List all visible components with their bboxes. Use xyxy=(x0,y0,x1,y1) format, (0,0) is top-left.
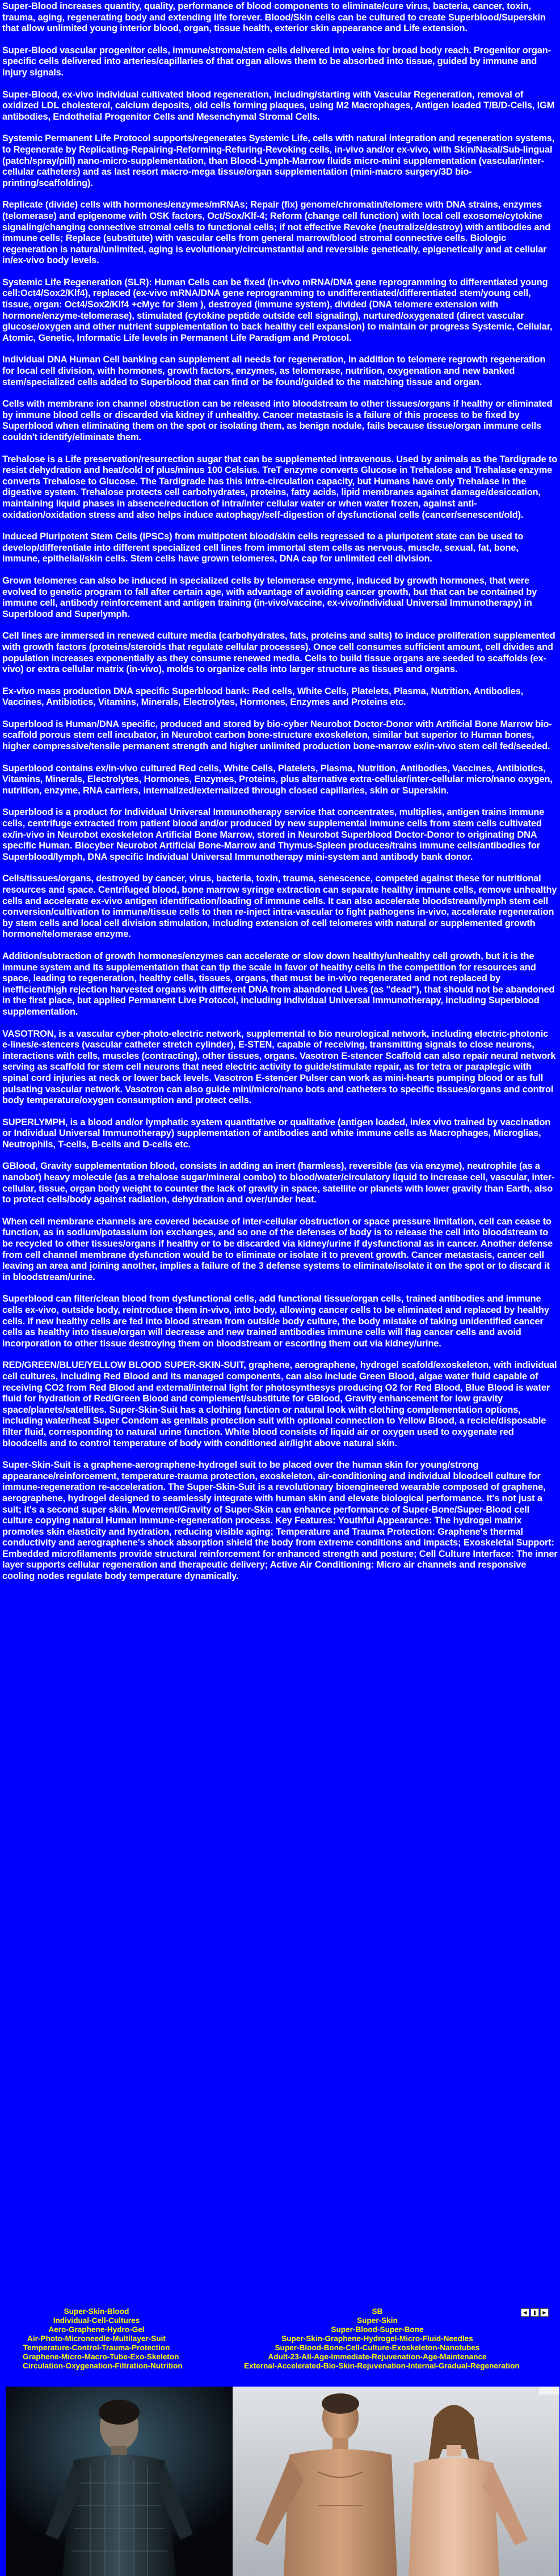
left-caption-line: Aero-Graphene-Hydro-Gel xyxy=(48,2325,145,2334)
paragraph: Addition/subtraction of growth hormones/enzymes can accelerate or slow down healthy/unhealthy cell growth, but it is the immune system and its supplementation that can tip the scale in favor of healthy cells in the competition for resources and space, leading to regeneration, healthy cells, tissues, organs, that must be in-vivo regenerated and not replaced by inefficient/high rejection harvested organs with different DNA from abandoned Lives (as "dead"), that should not be abandoned in the first place, but applied Permanent Live Protocol, including individual Universal Immunotherapy, including Superblood supplementation. xyxy=(2,951,555,1017)
next-icon[interactable]: ▶ xyxy=(540,2308,549,2317)
pause-icon[interactable]: ❚ xyxy=(530,2308,539,2317)
paragraph: SUPERLYMPH, is a blood and/or lymphatic system quantitative or qualitative (antigen loaded, in/ex vivo trained by vaccination or Individual Universal Immunotherapy) supplementation of antibodies and white immune cells as Macrophages, Microglias, Neutrophils, T-cells, B-cells and D-cells etc. xyxy=(2,1117,551,1150)
left-caption-line: Air-Photo-Microneedle-Multilayer-Suit xyxy=(27,2334,166,2343)
paragraph: Super-Blood vascular progenitor cells, immune/stroma/stem cells delivered into veins for broad body reach. Progenitor organ-specific cells delivered into arteries/capillaries of that organ allows them to be absorbed into tissue, guided by immune and injury signals. xyxy=(2,45,551,78)
slideshow-controls xyxy=(521,2308,549,2317)
left-caption-line: Individual-Cell-Cultures xyxy=(53,2316,140,2325)
paragraph: Superblood contains ex/in-vivo cultured Red cells, White Cells, Platelets, Plasma, Nutrition, Antibodies, Vaccines, Antibiotics, Vitamins, Minerals, Electrolytes, Hormones, Enzymes, Proteins, plus alternative extra-cellular/inter-cellular micro/nano oxygen, nutrition, enzyme, RNA carriers, internalized/externalized through closed capillaries, skin or Superskin. xyxy=(2,763,553,796)
paragraph: Induced Pluripotent Stem Cells (IPSCs) from multipotent blood/skin cells regressed to a pluripotent state can be used to develop/differentiate into different specialized cell lines from immortal stem cells as nervous, muscle, sexual, fat, bone, immune, epithelial/skin cells. Stem cells have grown telomeres, DNA cap for unlimited cell division. xyxy=(2,531,524,564)
prev-icon[interactable]: ◀ xyxy=(521,2308,529,2317)
man-in-dark-suit-illustration xyxy=(6,2387,233,2576)
image-gallery xyxy=(0,2307,560,2576)
caption-super-skin-bone xyxy=(244,2307,520,2371)
left-caption-line: Circulation-Oxygenation-Filtration-Nutrition xyxy=(23,2362,183,2370)
paragraph: Super-Blood, ex-vivo individual cultivated blood regeneration, including/starting with Vascular Regeneration, removal of oxidized LDL cholesterol, calcium deposits, old cells forming plaques, using M2 Macrophages, Antigen loaded T/B/D-Cells, IGM antibodies, Endothelial Progenitor Cells and Mesenchymal Stromal Cells. xyxy=(2,89,555,122)
right-caption-line: External-Accelerated-Bio-Skin-Rejuvenation-Internal-Gradual-Regeneration xyxy=(244,2362,520,2370)
right-caption-line: SB xyxy=(372,2307,383,2316)
paragraph: Individual DNA Human Cell banking can supplement all needs for regeneration, in addition to telomere regrowth regeneration for local cell division, with hormones, growth factors, enzymes, as telomerase, nutrition, oxygenation and new banked stem/specialized cells added to Superblood that can find or be found/guided to the matching tissue and organ. xyxy=(2,354,546,387)
super-skin-suit-photo xyxy=(6,2387,233,2576)
paragraph: GBlood, Gravity supplementation blood, consists in adding an inert (harmless), reversible (as via enzyme), neutrophile (as a nanobot) heavy molecule (as a trehalose sugar/mineral combo) to blood/water/circulatory liquid to increase cell, vascular, inter-cellular, tissue, organ body weight to counter the lack of gravity in space, satellite or planets with lower gravity than Earth, also to protect cells/body against radiation, dehydration and over/under heat. xyxy=(2,1161,555,1205)
left-caption-line: Super-Skin-Blood xyxy=(64,2307,129,2316)
right-caption-line: Adult-23-All-Age-Immediate-Rejuvenation-Age-Maintenance xyxy=(268,2353,487,2361)
paragraph: Replicate (divide) cells with hormones/enzymes/mRNAs; Repair (fix) genome/chromatin/telomere with DNA strains, enzymes (telomerase) and epigenome with OSK factors, Oct/Sox/Klf-4; Reform (change cell function) with local cell exosome/cytokine signaling/changing connective stromal cells to functional cells; if not effective Revoke (neutralize/destroy) with antibodies and immune cells; Replace (substitute) with vascular cells from general marrow/blood stromal connective cells. Biologic regeneration is natural/unlimited, aging is evolutionary/circumstantial and reversible genetically, epigenetically and at cellular in/ex-vivo body levels. xyxy=(2,200,551,266)
paragraph: Superblood can filter/clean blood from dysfunctional cells, add functional tissue/organ cells, trained antibodies and immune cells ex-vivo, outside body, reintroduce them in-vivo, into body, allowing cancer cells to be eliminated and replaced by healthy cells. If new healthy cells are fed into blood stream from outside body culture, the body mistake of taking unidentified cancer cells as healthy into tissue/organ will decrease and new trained antibodies immune cells will flag cancer cells and avoid incorporation to other tissue destroying them on bloodstream or escorting them out via kidney/urine. xyxy=(2,1294,549,1349)
paragraph: Super-Skin-Suit is a graphene-aerographene-hydrogel suit to be placed over the human skin for young/strong appearance/reinforcement, temperature-trauma protection, exoskeleton, air-conditioning and individual bloodcell culture for immune-regeneration re-acceleration. The Super-Skin-Suit is a revolutionary bioengineered wearable composed of graphene, aerographene, hydrogel designed to seamlessly integrate with human skin and elevate biological performance. It's not just a suit; it's a second super skin. Movement/Gravity of Super-Skin can enhance performance of Super-Bone/Super-Blood cell culture copying natural Human immune-regeneration process. Key Features: Youthful Appearance: The hydrogel matrix promotes skin elasticity and hydration, reducing visible aging; Temperature and Trauma Protection: Graphene's thermal conductivity and aerographene's shock absorption shield the body from extreme conditions and impacts; Exoskeletal Support: Embedded microfilaments provide structural reinforcement for enhanced strength and posture; Cell Culture Interface: The inner layer supports cellular regeneration and therapeutic delivery; Active Air Conditioning: Micro air channels and responsive cooling nodes regulate body temperature dynamically. xyxy=(2,1460,558,1582)
paragraph: RED/GREEN/BLUE/YELLOW BLOOD SUPER-SKIN-SUIT, graphene, aerographene, hydrogel scafold/exoskeleton, with individual cell cultures, including Red Blood and its managed components, can also include Green Blood, algae water fluid capable of receiving CO2 from Red Blood and external/internal light for photosynthesys producing O2 for Red Blood, Blue Blood is water fluid for hydration of Red/Green Blood and complement/substitute for GBlood, Gravity enhancement for low gravity space/planets/satellites. Super-Skin-Suit has a clothing function or natural look with clothing complementation options, including water/heat Super Condom as genitals protection suit with optional connection to Yellow Blood, a recicle/disposable filter fluid, corresponding to natural urine function. White blood consists of liquid air or oxygen used to oxygenate red bloodcells and to control temperature of body with conditioned air/light above natural skin. xyxy=(2,1360,557,1449)
right-caption-line: Super-Skin xyxy=(357,2316,398,2325)
paragraph: Cells with membrane ion channel obstruction can be released into bloodstream to other tissues/organs if healthy or eliminated by immune blood cells or discarded via kidney if unhealthy. Cancer metastasis is a failure of this process to be fixed by Superblood when eliminating them on the spot or isolating them, as benign nodule, fails because tissue/organ immune cells couldn't identify/eliminate them. xyxy=(2,399,553,442)
super-skin-couple-photo xyxy=(233,2387,559,2576)
paragraph: VASOTRON, is a vascular cyber-photo-electric network, supplemental to bio neurological network, including electric-photonic e-lines/e-stencers (vascular catheter stretch cylinder), E-STEN, capable of receiving, transmitting signals to close neurons, interactions with cells, muscles (contracting), other tissues, organs. Vasotron E-stencer Scaffold can also repair neural network serving as scaffold for stem cell neurons that need electric activity to guide/stimulate repair, as for tetra or paraplegic with spinal cord injuries at neck or lower back levels. Vasotron E-stencer Pulser can work as mini-hearts pumping blood or as full pulsating vascular network. Vasotron can also guide mini/micro/nano bots and catheters to specific tissues/organs and control body temperature/oxygen consumption and protect cells. xyxy=(2,1028,556,1106)
paragraph: Super-Blood increases quantity, quality, performance of blood components to eliminate/cure virus, bacteria, cancer, toxin, trauma, aging, regenerating body and extending life forever. Blood/Skin cells can be cultured to create Superblood/Superskin that allow unlimited young interior blood, organ, tissue health, exterior skin appearance and Life extension. xyxy=(2,1,546,34)
caption-super-skin-blood xyxy=(23,2307,183,2371)
paragraph: Systemic Permanent Life Protocol supports/regenerates Systemic Life, cells with natural integration and regeneration systems, to Regenerate by Replicating-Repairing-Reforming-Refuring-Revoking cells, in-vivo and/or ex-vivo, with Skin/Nasal/Sub-lingual (patch/spray/pill) nano-micro-supplementation, than Blood-Lymph-Marrow fluids micro-mini supplementation (vascular/inter-cellular catheters) and as last resort macro-mega tissue/organ supplementation (mini-macro surgery/3D bio-printing/scaffolding). xyxy=(2,133,555,188)
left-caption-line: Graphene-Micro-Macro-Tube-Exo-Skeleton xyxy=(23,2353,179,2361)
paragraph: Grown telomeres can also be induced in specialized cells by telomerase enzyme, induced by growth hormones, that were evolved to genetic program to fall after certain age, with advantage of avoiding cancer growth, but that can be contained by immune cell, antibody reinforcement and antigen training (in-vivo/vaccine, ex-vivo/individual Universal Immunotherapy) in Superblood and Superlymph. xyxy=(2,575,537,619)
right-caption-line: Super-Blood-Bone-Cell-Culture-Exoskeleton-Nanotubes xyxy=(275,2343,480,2352)
right-caption-line: Super-Skin-Graphene-Hydrogel-Micro-Fluid-Needles xyxy=(281,2334,473,2343)
paragraph: Systemic Life Regeneration (SLR): Human Cells can be fixed (in-vivo mRNA/DNA gene reprogramming to differentiated young cell:Oct4/Sox2/Klf4), replaced (ex-vivo mRNA/DNA gene reprogramming to undifferentiated/differentiated stem/young cell, tissue, organ: Oct4/Sox2/Klf4 +cMyc for 3lem ), destroyed (immune system), divided (DNA telomere extension with hormone/enzyme-telomerase), stimulated (cytokine peptide outside cell signaling), nurtured/oxygenated (direct vascular glucose/oxygen and other nutrient supplementation to back healthy cell expansion) to maintain or progress Systemic, Cellular, Atomic, Genetic, Informatic Life levels in Permanent Life Paradigm and Protocol. xyxy=(2,277,553,343)
man-and-woman-illustration xyxy=(233,2387,559,2576)
paragraph: Cell lines are immersed in renewed culture media (carbohydrates, fats, proteins and salts) to induce proliferation supplemented with growth factors (proteins/steroids that regulate cellular processes). Once cell consumes sufficient amount, cell divides and population increases exponentially as they consume renewed media. Cells to build tissue organs are seeded to scaffolds (ex-vivo) or extra cellular matrix (in-vivo), molds to organize cells into larger structure as tissues and organs. xyxy=(2,631,555,675)
right-caption-line: Super-Blood-Super-Bone xyxy=(331,2325,424,2334)
paragraph: Cells/tissues/organs, destroyed by cancer, virus, bacteria, toxin, trauma, senescence, competed against these for nutritional resources and space. Centrifuged blood, bone marrow syringe extraction can separate healthy immune cells, remove unhealthy cells and accelerate ex-vivo antigen identification/loading of immune cells. It can also accelerate bloodstream/lymph stem cell conversion/cultivation to immune/tissue cells to then re-inject intra-vascular to fight pathogens in-vivo, accelerate regeneration by stem cells and local cell division stimulation, including extension of cell telomeres with natural or supplemented growth hormone/telomerase enzyme. xyxy=(2,873,557,940)
paragraph: Ex-vivo mass production DNA specific Superblood bank: Red cells, White Cells, Platelets, Plasma, Nutrition, Antibodies, Vaccines, Antibiotics, Vitamins, Minerals, Electrolytes, Hormones, Enzymes and Proteins etc. xyxy=(2,686,524,708)
paragraph: When cell membrane channels are covered because of inter-cellular obstruction or space pressure limitation, cell can cease to function, as in sodium/potassium ion exchanges, and so one of the defenses of body is to release the cell into bloodstream to be recycled to other tissues/organs if healthy or to be discarded via kidney/urine if dysfunctional as in cancer. Another defense from cell channel membrane dysfunction would be to eliminate or isolate it to prevent growth. Cancer metastasis, cancer cell leaving an area and joining another, implies a failure of the 3 defense systems to eliminate/isolate it on the spot or to discard it in bloodstream/urine. xyxy=(2,1216,553,1282)
left-caption-line: Temperature-Control-Trauma-Protection xyxy=(23,2343,170,2352)
paragraph: Superblood is Human/DNA specific, produced and stored by bio-cyber Neurobot Doctor-Donor with Artificial Bone Marrow bio-scaffold porous stem cell incubator, in Neurobot carbon bone-structure exoskeleton, similar but superior to Human bones, higher compressive/tensile permanent strength and higher unlimited production bone-marrow ex/in-vivo stem cell fed/seeded. xyxy=(2,719,552,752)
paragraph: Superblood is a product for Individual Universal Immunotherapy service that concentrates, multiplies, antigen trains immune cells, centrifuge extracted from patient blood and/or produced by new supplemental immune cells from stem cells cultivated ex/in-vivo in Neurobot exoskeleton Artificial Bone Marrow, stored in Neurobot Superblood Doctor-Donor to originating DNA specific Human. Biocyber Neurobot Artificial Bone-Marrow and Thymus-Spleen produces/trains immune cells/antibodies for Superblood/lymph, DNA specific Individual Universal Immunotherapy mini-system and antibody bank donor. xyxy=(2,807,545,862)
paragraph: Trehalose is a Life preservation/resurrection sugar that can be supplemented intravenous. Used by animals as the Tardigrade to resist dehydration and heat/cold of plus/minus 100 Celsius. TreT enzyme converts Glucose in Trehalose and Trehalase enzyme converts Trehalose to Glucose. The Tardigrade has this intra-circulation capacity, but Humans have only Trehalase in the digestive system. Trehalose protects cell carbohydrates, proteins, fatty acids, lipid membranes against damage/desiccation, maintaining liquid phases in absence/reduction of intra/inter cellular water or when water frozen, against anti-oxidation/oxidation stress and also helps induce autophagy/self-digestion of dysfunctional cells (cancer/senescent/old). xyxy=(2,454,558,520)
